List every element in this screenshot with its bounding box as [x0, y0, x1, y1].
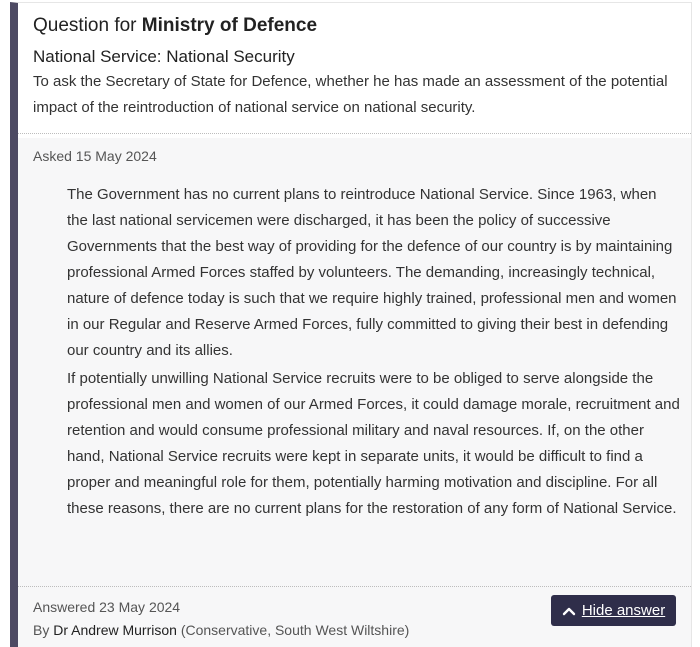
department-name: Ministry of Defence [141, 15, 318, 36]
answer-section [18, 138, 691, 647]
chevron-up-icon [562, 606, 576, 616]
divider [18, 586, 691, 587]
question-title [33, 13, 676, 39]
hide-answer-label: Hide answer [581, 602, 666, 619]
member-party: (Conservative, South West Wiltshire) [180, 622, 410, 638]
question-card [10, 2, 692, 647]
hide-answer-button[interactable] [551, 595, 676, 626]
answered-by [33, 622, 409, 638]
answer-paragraph: If potentially unwilling National Service recruits were to be obliged to serve alongside the professional men and women of our Armed Forces, it could damage morale, recruitment and retention and would consume professional military and naval resources. If, on the other hand, National Service recruits were kept in separate units, it would be difficult to find a proper and meaningful role for them, potentially harming motivation and discipline. For all these reasons, there are no current plans for the restoration of any form of National Service. [67, 370, 680, 517]
question-header [18, 3, 691, 134]
answer-text [67, 182, 681, 524]
answered-by-prefix: By [33, 622, 50, 638]
member-name: Dr Andrew Murrison [53, 622, 177, 638]
question-heading: National Service: National Security [33, 47, 295, 66]
question-prefix: Question for [33, 15, 137, 36]
question-text: To ask the Secretary of State for Defence, whether he has made an assessment of the potential impact of the reintroduction of national service on national security. [33, 73, 668, 116]
asked-date: Asked 15 May 2024 [33, 148, 157, 164]
answer-paragraph: The Government has no current plans to reintroduce National Service. Since 1963, when the last national servicemen were discharged, it has been the policy of successive Governments that the best way of providing for the defence of our country is by maintaining professional Armed Forces staffed by volunteers. The demanding, increasingly technical, nature of defence today is such that we require highly trained, professional men and women in our Regular and Reserve Armed Forces, fully committed to giving their best in defending our country and its allies. [67, 186, 677, 359]
answered-date: Answered 23 May 2024 [33, 599, 181, 615]
